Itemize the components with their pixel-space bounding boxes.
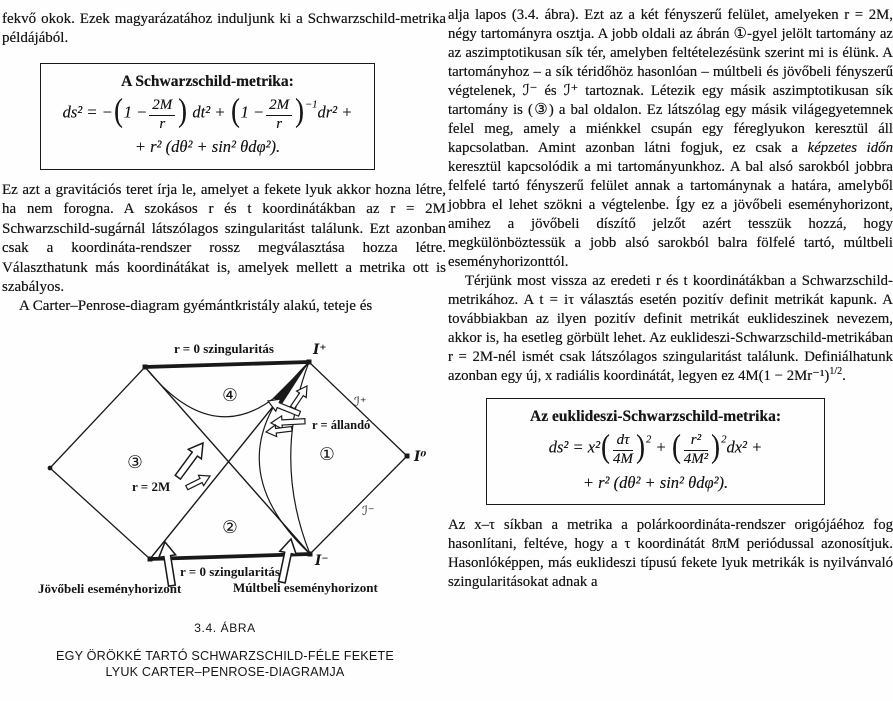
fraction-numerator: dτ [613, 433, 633, 451]
label-region-3: ③ [127, 452, 143, 473]
label-r0-singularity-top: r = 0 szingularitás [174, 340, 274, 356]
paragraph-regions [448, 6, 893, 272]
label-i-minus: I⁻ [315, 552, 329, 569]
fraction-denominator: 4M² [683, 450, 709, 467]
label-region-1: ① [319, 444, 335, 465]
label-r-constant: r = állandó [312, 417, 371, 432]
fraction-denominator: 4M [613, 450, 634, 467]
fraction-numerator: r² [684, 433, 709, 451]
label-i-plus: I⁺ [313, 341, 327, 358]
paragraph-carter: A Carter–Penrose-diagram gyémántkristály alakú, teteje és [19, 298, 373, 315]
schwarzschild-metric-box [40, 63, 375, 170]
fraction [613, 433, 633, 468]
label-i-zero: I⁰ [414, 448, 427, 465]
label-scri-plus: ℐ⁺ [354, 393, 367, 409]
label-r0-singularity-bottom: r = 0 szingularitás [180, 563, 280, 579]
formula-exponent: −1 [305, 99, 318, 111]
formula-term: 1 − [240, 102, 265, 122]
formula-exponent: 2 [721, 434, 727, 446]
formula-lhs: ds² = x² [548, 437, 601, 457]
metric-box-title: A Schwarzschild-metrika: [121, 72, 294, 90]
right-column [448, 0, 893, 592]
label-scri-minus: ℐ⁻ [362, 502, 375, 518]
label-future-horizon: Jövőbeli eseményhorizont [38, 580, 182, 596]
formula-line2: + r² (dθ² + sin² θdφ²). [134, 137, 281, 157]
fraction [266, 98, 292, 133]
euclidean-formula: ds² = x²( $\frac{d\tau}{4M}$ )$^2$ + ( $\frac{\text{r²}}{\text{4M²}}$ )$^2$dx² + + r² (dθ² + sin² θdφ²). [495, 433, 816, 493]
carter-penrose-diagram [2, 339, 448, 605]
label-region-2: ② [222, 517, 238, 538]
formula-exponent: 2 [646, 434, 652, 446]
formula-term: 1 − [123, 102, 148, 122]
paragraph-euclidean [448, 272, 893, 386]
schwarzschild-formula: ds² = −(1 − $\frac{2M}{r}$ ) dt² + (1 − $\frac{2M}{r}$ )$^{-1}$dr² + + r² (dθ² + sin² θdφ²). [49, 98, 366, 158]
paragraph-euclidean-text: Térjünk most vissza az eredeti r és t koordinátákban a Schwarzschild-metrikához. A t = iτ választás esetén pozitív definit metrikát kapunk. A továbbiakban az ilyen pozitív definit metrikát euklideszinek nevezem, akkor is, ha esetleg görbült lehet. Az euklideszi-Schwarzschild-metrikában r = 2M-nél ismét csak látszólagos szingularitást találunk. Definiálhatunk azonban egy új, x radiális koordinátát, legyen ez 4M(1 − 2Mr⁻¹) [448, 273, 893, 384]
euclidean-metric-box [486, 398, 825, 505]
fraction-numerator: 2M [149, 98, 175, 116]
metric-box-title: Az euklideszi-Schwarzschild-metrika: [530, 408, 781, 425]
paragraph-polar: Az x–τ síkban a metrika a polárkoordináta-rendszer origójáéhoz fog hasonlítani, feltéve, hogy a τ koordinátát 8πM periódussal azonosítjuk. Hasonlóképpen, más euklideszi típusú fekete lyuk metrikák is nyilvánvaló szingularitásokat adnak a [448, 517, 893, 591]
curve-bundle-wedge [273, 362, 309, 404]
fraction [149, 98, 175, 133]
fraction [684, 433, 709, 468]
paragraph-regions-text: keresztül kapcsolódik a mi tartományunkhoz. A bal alsó sarokból jobbra felfelé tartó fényszerű felület annak a tartománynak a határa, amelyből jobbra el lehet szökni a végtelenbe. Így ez a jövőbeli eseményhorizont, amihez a jövőbeli díszítő jelzőt azért tesszük hozzá, hogy megkülönböztessük a jobb alsó sarokból balra fölfelé tartó, múltbeli eseményhorizonttól. [448, 159, 893, 270]
paragraph-regions-text: alja lapos (3.4. ábra). Ezt az a két fényszerű felület, amelyeken r = 2M, négy tartományra osztja. A jobb oldali az ábrán ①-gyel jelölt tartomány az az aszimptotikusan sík tér, amelyben feltételezésünk szerint mi is élünk. A tartományhoz – a sík téridőhöz hasonlóan – múltbeli és jövőbeli fényszerű végtelenek, ℐ⁻ és ℐ⁺ tartoznak. Létezik egy másik aszimptotikusan sík tartomány is (③) a bal oldalon. Ez látszólag egy másik világegyetemnek felel meg, amely a miénkkel csupán egy féreglyukon keresztül áll kapcsolatban. Amint azonban látni fogjuk, ez csak a [448, 7, 893, 156]
paragraph-intro: fekvő okok. Ezek magyarázatához induljunk ki a Schwarzschild-metrika példájából. [2, 11, 446, 47]
figure-caption [2, 648, 448, 681]
figure-caption-line1: EGY ÖRÖKKÉ TARTÓ SCHWARZSCHILD-FÉLE FEKETE [56, 648, 394, 663]
paragraph-euclidean-text: . [842, 368, 846, 384]
formula-term: + [651, 437, 671, 457]
formula-term: dt² + [188, 102, 230, 122]
formula-lhs: ds² = − [62, 102, 113, 122]
fraction-numerator: 2M [266, 98, 292, 116]
left-column [2, 0, 446, 681]
imaginary-time-emphasis: képzetes időn [807, 140, 893, 156]
exponent-one-half: 1/2 [829, 366, 843, 378]
label-region-4: ④ [222, 385, 238, 406]
fraction-denominator: r [159, 115, 166, 132]
paragraph-gravity: Ez azt a gravitációs teret írja le, amelyet a fekete lyuk akkor hozna létre, ha nem forogna. A szokásos r és t koordinátákban az r = 2M Schwarzschild-sugárnál látszólagos szingularitást találunk. Ezt azonban csak a koordináta-rendszer rossz megválasztása hozza létre. Választhatunk más koordinátákat is, amelyek mellett a metrika ott is szabályos. [2, 181, 446, 295]
fraction-denominator: r [276, 115, 283, 132]
formula-term: dr² + [317, 102, 353, 122]
label-past-horizon: Múltbeli eseményhorizont [233, 579, 378, 595]
formula-line2: + r² (dθ² + sin² θdφ²). [582, 472, 729, 492]
figure-caption-line2: LYUK CARTER–PENROSE-DIAGRAMJA [105, 665, 345, 680]
label-r-2m: r = 2M [132, 478, 171, 494]
figure-number: 3.4. ÁBRA [194, 620, 256, 635]
formula-term: dx² + [726, 437, 763, 457]
